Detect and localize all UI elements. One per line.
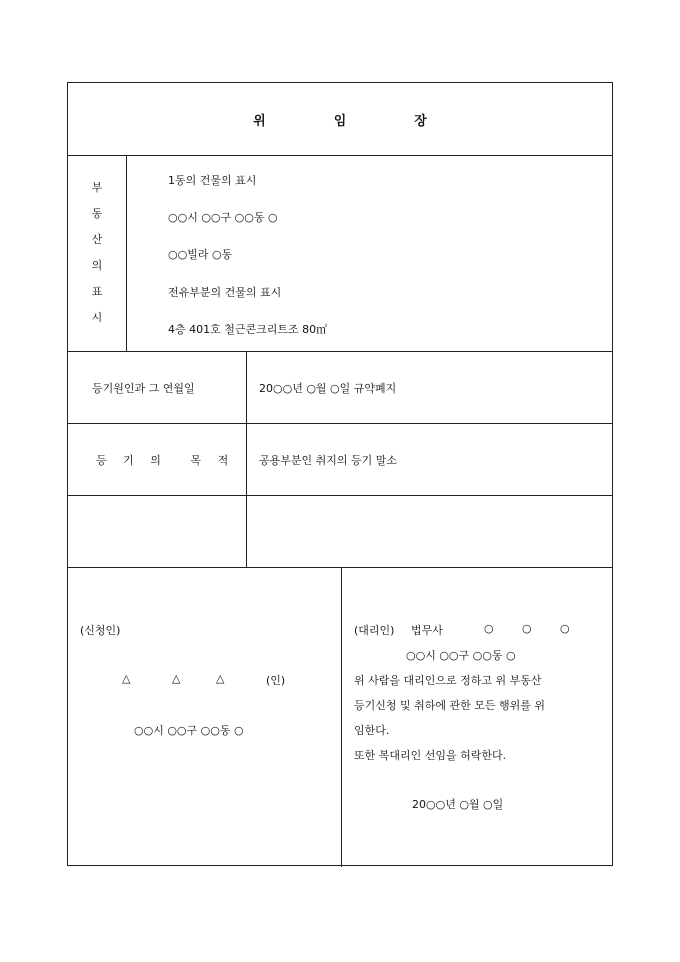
divider [341,567,342,867]
agent-title: 법무사 [411,624,443,637]
agent-name-mark: ○ [560,622,570,635]
divider [68,155,612,156]
power-of-attorney-form [67,82,613,866]
agent-text-line: 위 사람을 대리인으로 정하고 위 부동산 [354,674,542,687]
registration-cause-value: 20○○년 ○월 ○일 규약폐지 [259,382,397,395]
purpose-label-char: 등 [96,454,107,467]
applicant-address: ○○시 ○○구 ○○동 ○ [134,724,244,737]
property-line: ○○빌라 ○동 [168,248,233,261]
applicant-seal: (인) [266,674,286,687]
property-label [68,155,126,351]
registration-cause-label: 등기원인과 그 연월일 [92,382,195,395]
agent-text-line: 또한 복대리인 선임을 허락한다. [354,749,507,762]
divider [68,351,612,352]
agent-label: (대리인) [354,624,395,637]
agent-address: ○○시 ○○구 ○○동 ○ [406,649,516,662]
purpose-label-char: 기 [123,454,134,467]
property-label-char: 표 [91,285,103,298]
property-label-char: 동 [91,207,103,220]
registration-purpose-label [96,452,241,468]
property-label-char: 부 [91,181,103,194]
purpose-label-char: 의 [150,454,161,467]
property-label-char: 시 [91,311,103,324]
divider [68,567,612,568]
title-char: 임 [333,113,347,129]
applicant-name-mark: △ [172,672,181,685]
property-line: 1동의 건물의 표시 [168,174,257,187]
divider [126,155,127,351]
registration-purpose-value: 공용부분인 취지의 등기 말소 [259,454,398,467]
divider [68,495,612,496]
property-line: ○○시 ○○구 ○○동 ○ [168,211,278,224]
purpose-label-char: 적 [217,454,229,467]
purpose-label-char: 목 [190,454,202,467]
applicant-label: (신청인) [80,624,121,637]
title-char: 위 [253,113,266,129]
agent-name-mark: ○ [484,622,494,635]
divider [246,351,247,567]
property-label-char: 산 [91,233,103,246]
agent-date: 20○○년 ○월 ○일 [412,798,504,811]
applicant-name-mark: △ [122,672,131,685]
divider [68,423,612,424]
property-line: 4층 401호 철근콘크리트조 80㎡ [168,323,328,336]
applicant-name-mark: △ [216,672,225,685]
property-label-char: 의 [91,259,103,272]
agent-name-mark: ○ [522,622,532,635]
title-char: 장 [414,113,427,129]
agent-text-line: 임한다. [354,724,390,737]
document-title [68,83,612,155]
property-line: 전유부분의 건물의 표시 [168,286,282,299]
agent-text-line: 등기신청 및 취하에 관한 모든 행위를 위 [354,699,545,712]
